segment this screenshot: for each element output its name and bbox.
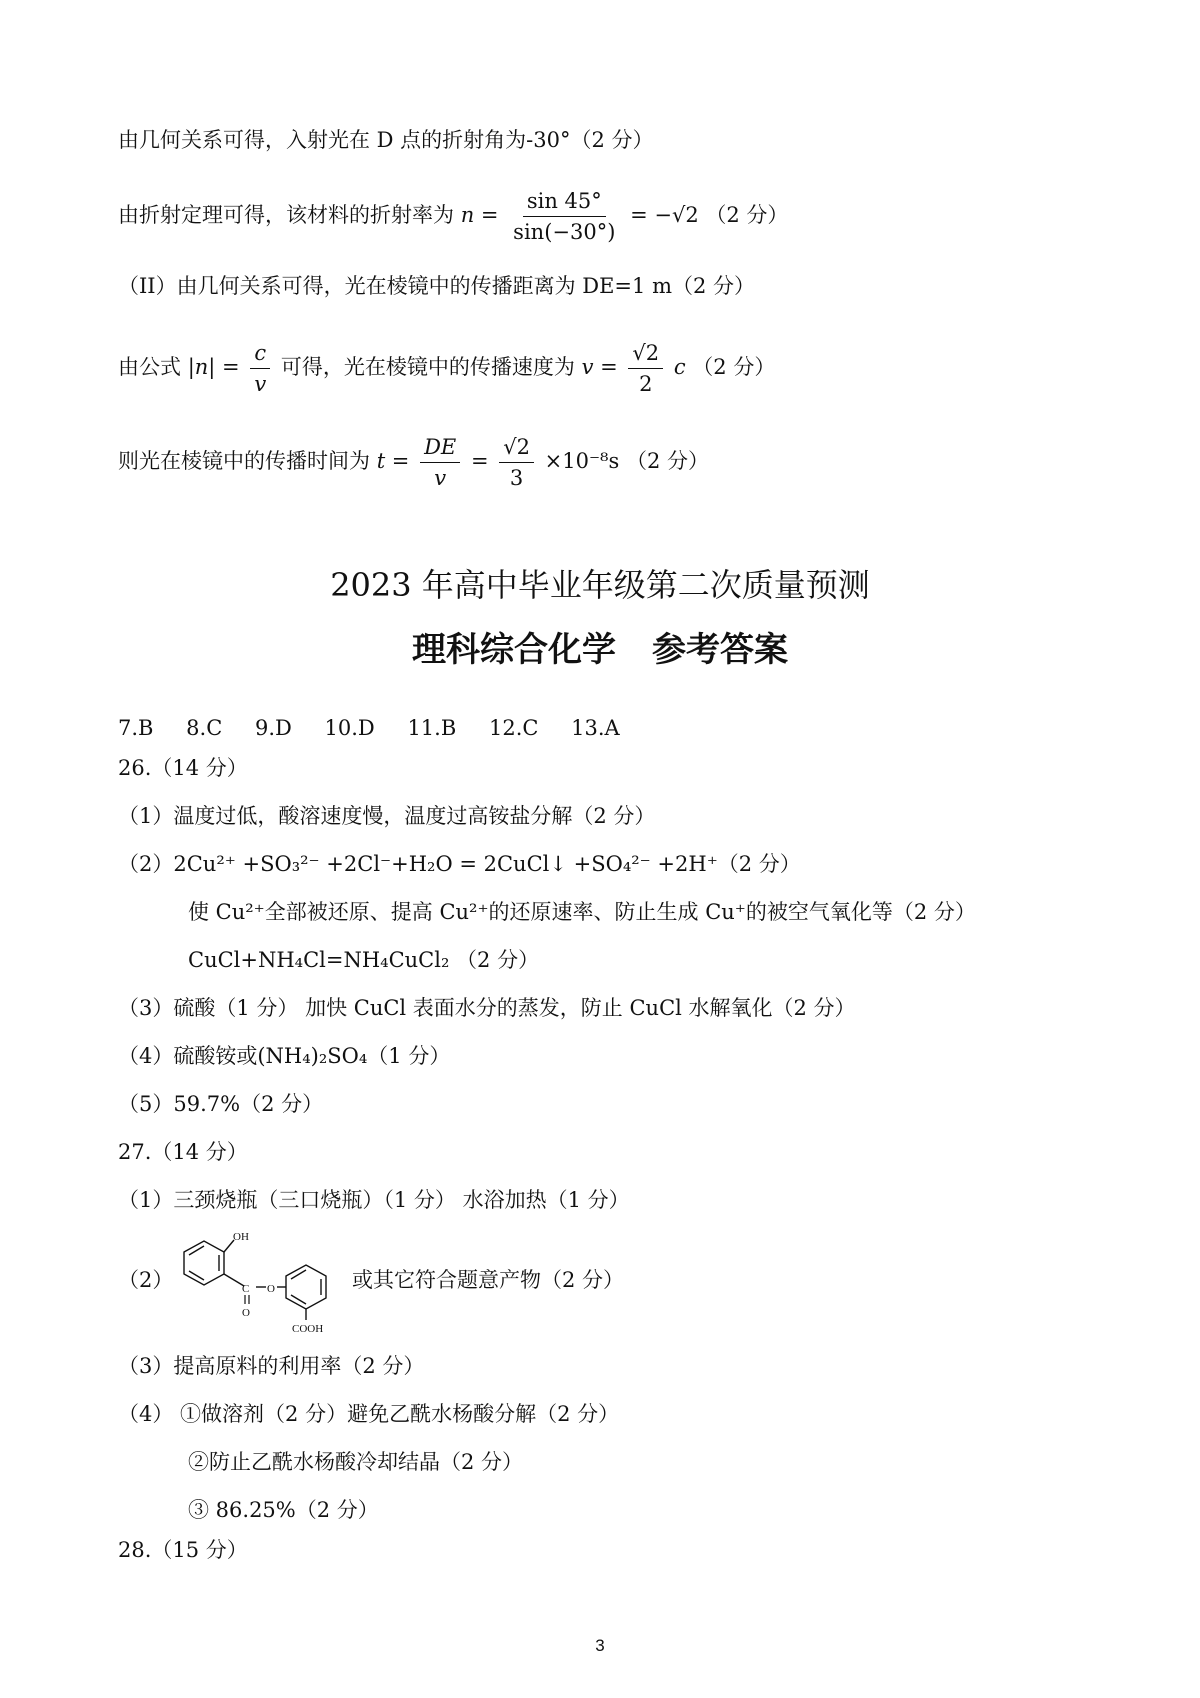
q28-head: 28.（15 分） [118,1538,248,1562]
subtitle-answers: 参考答案 [652,630,788,670]
q26-a3: （3）硫酸（1 分） 加快 CuCl 表面水分的蒸发，防止 CuCl 水解氧化（2 分） [118,996,856,1020]
chemical-structure [168,1226,348,1336]
line5-den3: 3 [509,466,524,490]
physics-line-2: 由折射定理可得，该材料的折射率为 n = $\frac{\sin 45^\circ}{\sin(-30^\circ)}$ = −√2 （2 分） [118,189,789,244]
line5-prefix: 则光在棱镜中的传播时间为 [118,449,370,473]
mcq-answers [118,714,646,742]
q26-a2-label: （2） [118,852,174,876]
line4-mid: 可得，光在棱镜中的传播速度为 [280,355,575,379]
q27-a3: （3）提高原料的利用率（2 分） [118,1354,425,1378]
mcq-item: 7.B [118,716,154,740]
line5-t: t = [376,449,410,473]
q26-a1: （1）温度过低，酸溶速度慢，温度过高铵盐分解（2 分） [118,804,656,828]
oh-label: OH [233,1231,249,1243]
line2-fraction [509,188,619,245]
q27-a2-text: 或其它符合题意产物（2 分） [352,1268,625,1292]
q27-a4-b: ②防止乙酰水杨酸冷却结晶（2 分） [188,1450,524,1474]
bond-ring-carbon [224,1274,244,1286]
q26-a2 [118,850,801,878]
line4-den2: 2 [639,372,653,396]
line5-tail: ×10⁻⁸s [544,449,620,473]
line5-sqrt2: √2 [499,434,534,463]
line2-numerator: sin 45° [523,188,606,217]
page-number: 3 [595,1636,605,1655]
physics-line-3: （II）由几何关系可得，光在棱镜中的传播距离为 DE=1 m（2 分） [118,274,756,298]
line4-prefix: 由公式 [118,355,181,379]
line4-v-eq: v = [581,355,618,379]
q26-a2-c: CuCl+NH₄Cl=NH₄CuCl₂ （2 分） [188,948,540,972]
line5-v: v [434,466,447,490]
mcq-item: 13.A [571,716,620,740]
cooh-label: COOH [292,1323,324,1335]
mcq-item: 9.D [254,716,292,740]
line4-c-tail: c [673,355,686,379]
line5-de: DE [420,434,460,463]
subtitle-subject: 理科综合化学 [412,630,616,670]
line5-fraction-sqrt [499,434,534,491]
physics-line-4 [118,340,775,397]
benzene-ring-left [184,1241,224,1285]
q27-a4-c: ③ 86.25%（2 分） [188,1498,379,1522]
line4-v: v [254,372,267,396]
q26-a4: （4）硫酸铵或(NH₄)₂SO₄（1 分） [118,1044,451,1068]
line2-prefix: 由折射定理可得，该材料的折射率为 [118,203,454,227]
line5-score: （2 分） [625,449,709,473]
q27-a1: （1）三颈烧瓶（三口烧瓶）（1 分） 水浴加热（1 分） [118,1188,630,1212]
page-title: 2023 年高中毕业年级第二次质量预测 [330,566,870,604]
q26-head: 26.（14 分） [118,756,248,780]
line4-sqrt2: √2 [628,340,663,369]
q26-a5: （5）59.7%（2 分） [118,1092,324,1116]
q27-head: 27.（14 分） [118,1140,248,1164]
link-o-label: O [267,1283,275,1295]
mcq-item: 10.D [324,716,375,740]
mcq-item: 12.C [488,716,539,740]
line2-score: （2 分） [705,203,789,227]
physics-line-1: 由几何关系可得，入射光在 D 点的折射角为-30°（2 分） [118,128,654,152]
q26-a2-equation: 2Cu²⁺ +SO₃²⁻ +2Cl⁻+H₂O = 2CuCl↓ +SO₄²⁻ +2H⁺（2 分） [173,852,801,876]
physics-line-5: 则光在棱镜中的传播时间为 t = $\frac{DE}{v}$ = $\frac{√2}{3}$ ×10⁻⁸s （2 分） [118,435,709,490]
line4-c: c [250,340,270,369]
line5-fraction-dev [420,434,460,491]
mcq-item: 11.B [407,716,457,740]
line2-denominator: sin(−30°) [513,220,616,244]
line4-abs-n: |n| = [187,355,240,379]
line4-score: （2 分） [692,355,776,379]
line2-result: = −√2 [630,203,699,227]
carbon-label: C [242,1283,250,1295]
q27-a4: （4） ①做溶剂（2 分）避免乙酰水杨酸分解（2 分） [118,1402,620,1426]
page-subtitle [0,622,1200,671]
q27-a2-label: （2） [118,1268,174,1292]
benzene-ring-right [286,1265,326,1309]
line2-n: n [460,203,475,227]
line4-fraction-sqrt [628,340,663,397]
line4-fraction-cv [250,340,270,397]
q26-a2-b: 使 Cu²⁺全部被还原、提高 Cu²⁺的还原速率、防止生成 Cu⁺的被空气氧化等（2 分） [188,900,976,924]
mcq-item: 8.C [186,716,223,740]
carbonyl-o-label: O [242,1307,250,1319]
